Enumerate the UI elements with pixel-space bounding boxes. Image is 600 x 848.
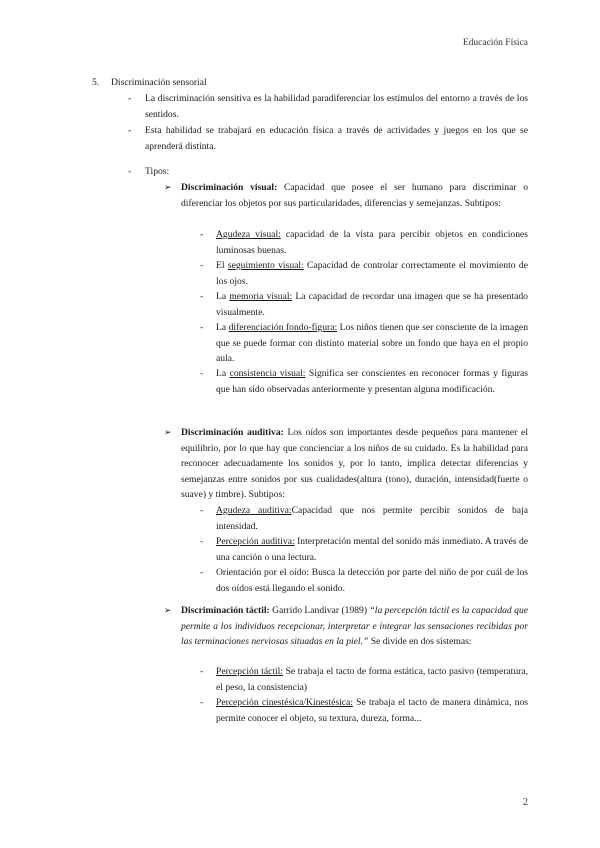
bullet-dash: - (200, 291, 204, 302)
bullet-dash: - (128, 93, 132, 104)
bullet-dash: - (200, 368, 204, 379)
visual-item: Agudeza visual: capacidad de la vista para percibir objetos en condiciones luminosas buenas. (216, 229, 529, 256)
visual-paragraph (181, 180, 528, 211)
bullet-dash: - (200, 666, 204, 677)
bullet-dash: - (200, 505, 204, 516)
arrow-bullet-icon: ➢ (164, 605, 172, 615)
bullet-dash: - (128, 125, 132, 136)
visual-item: La diferenciación fondo-figura: Los niños tienen que ser consciente de la imagen que se puede formar con distinto material sobre un fondo que haya en el propio aula. (216, 322, 528, 364)
item-term: diferenciación fondo-figura: (228, 322, 338, 333)
arrow-bullet-icon: ➢ (164, 427, 172, 437)
tactil-quote: “la percepción táctil es la capacidad que permite a los individuos recepcionar, interpretar e integrar las sensaciones recibidas por las terminaciones nerviosas situadas en la piel.” (181, 605, 528, 647)
auditiva-item: Percepción auditiva: Interpretación mental del sonido más inmediato. A través de una canción o una lectura. (216, 536, 528, 563)
page-number: 2 (523, 797, 528, 808)
auditiva-heading: Discriminación auditiva: (181, 427, 284, 438)
intro-bullet: Esta habilidad se trabajará en educación física a través de actividades y juegos en los que se aprenderá distinta. (145, 125, 528, 152)
visual-item: La memoria visual: La capacidad de recordar una imagen que se ha presentado visualmente. (216, 291, 528, 318)
tactil-author: Garrido Landivar (1989) (272, 605, 368, 616)
item-term: Percepción cinestésica/Kinestésica: (216, 697, 353, 708)
item-term: seguimiento visual: (227, 260, 304, 271)
item-term: Percepción táctil: (216, 666, 284, 677)
bullet-dash: - (200, 697, 204, 708)
bullet-dash: - (200, 536, 204, 547)
bullet-dash: - (200, 567, 204, 578)
visual-item: La consistencia visual: Significa ser conscientes en reconocer formas y figuras que han sido observadas anteriormente y presentan alguna modificación. (216, 368, 528, 395)
bullet-dash: - (128, 166, 132, 177)
bullet-dash: - (200, 229, 204, 240)
tactil-item: Percepción táctil: Se trabaja el tacto de forma estática, tacto pasivo (temperatura, el peso, la consistencia) (216, 666, 528, 693)
visual-item: El seguimiento visual: Capacidad de controlar correctamente el movimiento de los ojos. (216, 260, 528, 287)
item-term: Percepción auditiva: (216, 536, 295, 547)
item-term: memoria visual: (229, 291, 293, 302)
intro-bullet: La discriminación sensitiva es la habilidad paradiferenciar los estímulos del entorno a través de los sentidos. (145, 93, 528, 120)
bullet-dash: - (200, 260, 204, 271)
arrow-bullet-icon: ➢ (164, 182, 172, 192)
tactil-item: Percepción cinestésica/Kinestésica: Se trabaja el tacto de manera dinámica, nos permite conocer el objeto, su textura, dureza, forma... (216, 697, 528, 724)
tactil-paragraph (181, 603, 528, 650)
visual-text: Capacidad que posee el ser humano para discriminar o diferenciar los objetos por sus particularidades, diferencias y semejanzas. Subtipos: (181, 182, 529, 209)
section-title: Discriminación sensorial (111, 77, 207, 88)
bullet-dash: - (200, 322, 204, 333)
item-term: consistencia visual: (229, 368, 306, 379)
section-number: 5. (92, 77, 100, 88)
visual-heading: Discriminación visual: (181, 182, 278, 193)
auditiva-item: Agudeza auditiva:Capacidad que nos permite percibir sonidos de baja intensidad. (216, 505, 528, 532)
auditiva-text: Los oídos son importantes desde pequeños para mantener el equilibrio, por lo que hay que concienciar a los niños de su cuidado. Es la habilidad para reconocer adecuadamente los sonidos y, por lo tanto, implica detectar diferencias y semejanzas entre sonidos por sus cualidades(altura (tono), duración, intensidad(fuerte o suave) y timbre). Subtipos: (181, 427, 528, 500)
auditiva-item: Orientación por el oído: Busca la detección por parte del niño de por cuál de los dos oídos está llegando el sonido. (216, 567, 528, 594)
auditiva-paragraph (181, 425, 528, 503)
item-term: Agudeza visual: (216, 229, 281, 240)
types-label: Tipos: (145, 166, 170, 177)
tactil-heading: Discriminación táctil: (181, 605, 270, 616)
tactil-tail: Se divide en dos sistemas: (370, 636, 472, 647)
item-term: Agudeza auditiva: (216, 505, 292, 516)
page-header: Educación Física (462, 38, 528, 48)
